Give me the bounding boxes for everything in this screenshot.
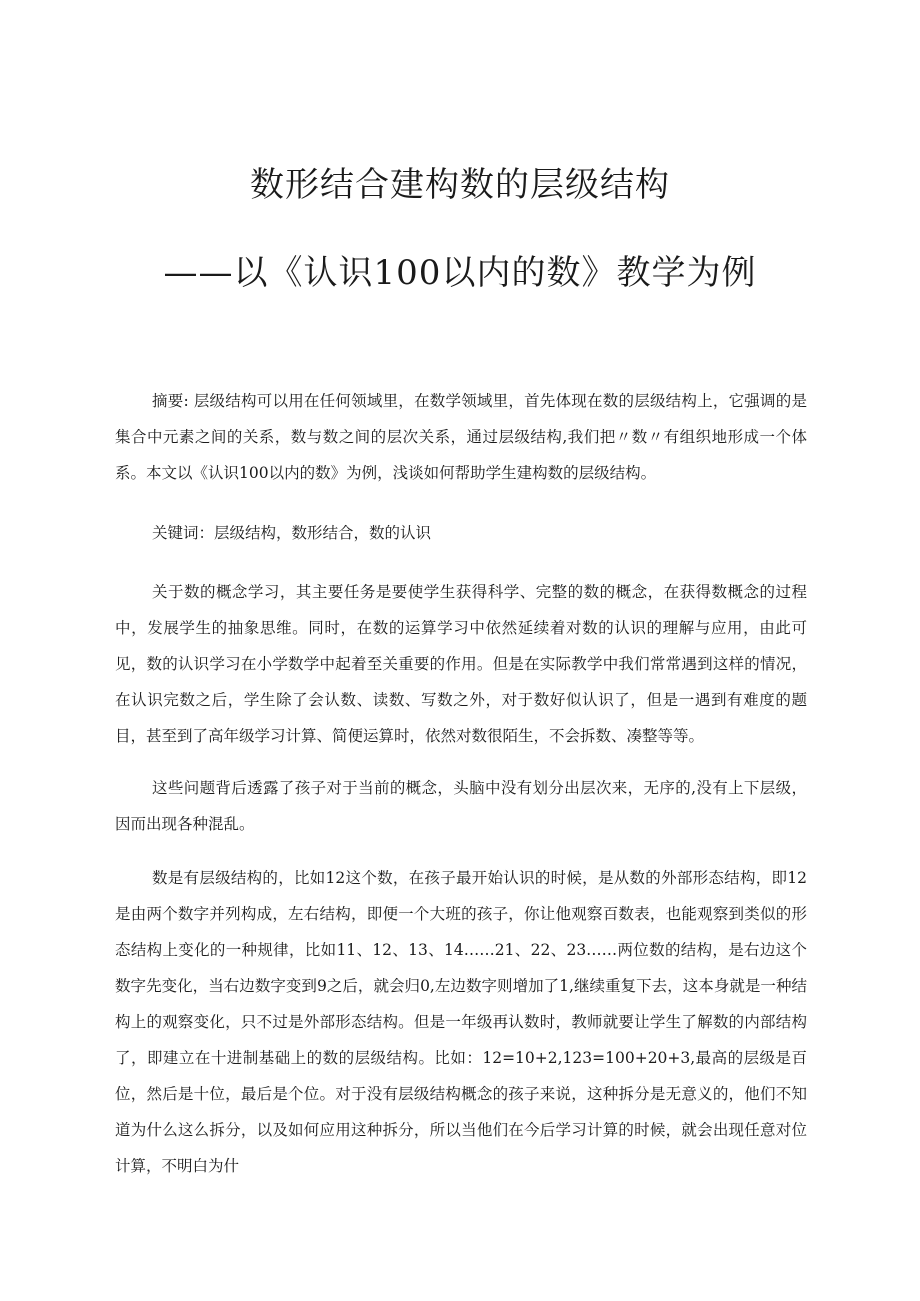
body-paragraph-1: 关于数的概念学习，其主要任务是要使学生获得科学、完整的数的概念，在获得数概念的过程中，发展学生的抽象思维。同时，在数的运算学习中依然延续着对数的认识的理解与应用，由此可见，数的认识学习在小学数学中起着至关重要的作用。但是在实际教学中我们常常遇到这样的情况，在认识完数之后，学生除了会认数、读数、写数之外，对于数好似认识了，但是一遇到有难度的题目，甚至到了高年级学习计算、简便运算时，依然对数很陌生，不会拆数、凑整等等。: [115, 583, 807, 745]
body-paragraph-2: 这些问题背后透露了孩子对于当前的概念，头脑中没有划分出层次来，无序的,没有上下层级，因而出现各种混乱。: [115, 779, 807, 833]
body-paragraph-3: 数是有层级结构的，比如12这个数，在孩子最开始认识的时候，是从数的外部形态结构，即12是由两个数字并列构成，左右结构，即便一个大班的孩子，你让他观察百数表，也能观察到类似的形态结构上变化的一种规律，比如11、12、13、14……21、22、23……两位数的结构，是右边这个数字先变化，当右边数字变到9之后，就会归0,左边数字则增加了1,继续重复下去，这本身就是一种结构上的观察变化，只不过是外部形态结构。但是一年级再认数时，教师就要让学生了解数的内部结构了，即建立在十进制基础上的数的层级结构。比如：12=10+2,123=100+20+3,最高的层级是百位，然后是十位，最后是个位。对于没有层级结构概念的孩子来说，这种拆分是无意义的，他们不知道为什么这么拆分，以及如何应用这种拆分，所以当他们在今后学习计算的时候，就会出现任意对位计算，不明白为什: [115, 869, 807, 1175]
abstract-paragraph: 摘要: 层级结构可以用在任何领域里，在数学领域里，首先体现在数的层级结构上，它强调的是集合中元素之间的关系，数与数之间的层次关系，通过层级结构,我们把〃数〃有组织地形成一个体系。本文以《认识100以内的数》为例，浅谈如何帮助学生建构数的层级结构。: [115, 392, 807, 482]
page-title: 数形结合建构数的层级结构: [250, 165, 670, 205]
keywords-line: 关键词：层级结构，数形结合，数的认识: [152, 524, 432, 542]
page-subtitle: ——以《认识100以内的数》教学为例: [163, 253, 757, 293]
